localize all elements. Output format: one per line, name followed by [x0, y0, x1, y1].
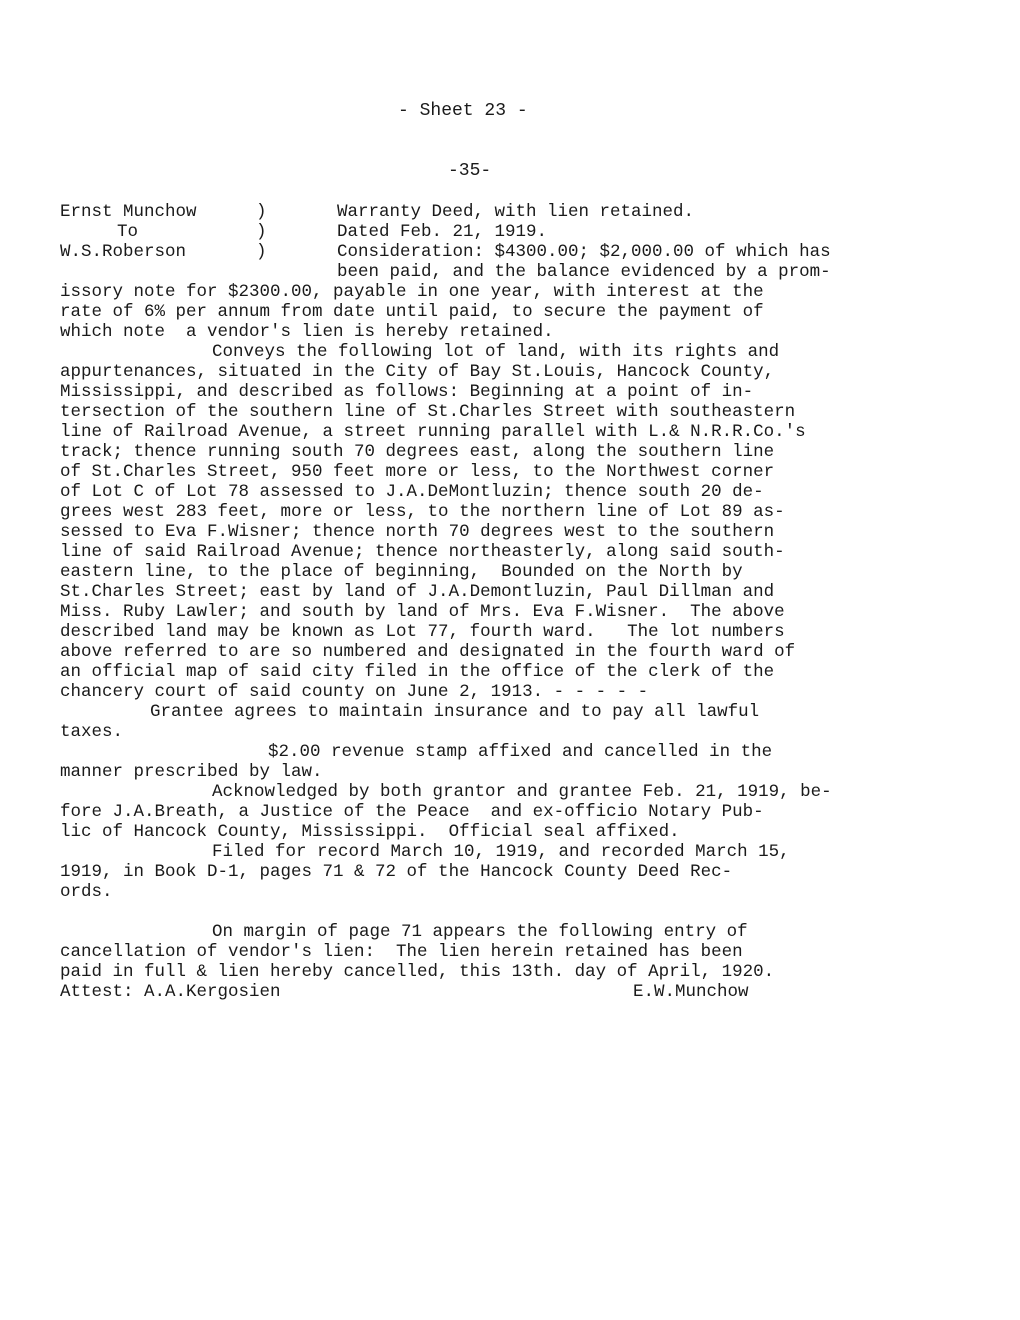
deed-line: $2.00 revenue stamp affixed and cancelled in the	[268, 742, 773, 762]
deed-line: line of said Railroad Avenue; thence northeasterly, along said south-	[60, 542, 785, 562]
grantor-name: Ernst Munchow	[60, 202, 197, 222]
deed-line: of Lot C of Lot 78 assessed to J.A.DeMontluzin; thence south 20 de-	[60, 482, 764, 502]
deed-line: tersection of the southern line of St.Charles Street with southeastern	[60, 402, 796, 422]
deed-line: above referred to are so numbered and designated in the fourth ward of	[60, 642, 796, 662]
deed-line: St.Charles Street; east by land of J.A.Demontluzin, Paul Dillman and	[60, 582, 775, 602]
deed-line: Consideration: $4300.00; $2,000.00 of which has	[337, 242, 831, 262]
attest-line: Attest: A.A.Kergosien	[60, 982, 281, 1002]
deed-line: ords.	[60, 882, 113, 902]
deed-line: 1919, in Book D-1, pages 71 & 72 of the Hancock County Deed Rec-	[60, 862, 733, 882]
deed-line: manner prescribed by law.	[60, 762, 323, 782]
deed-line: Dated Feb. 21, 1919.	[337, 222, 548, 242]
deed-line: Filed for record March 10, 1919, and recorded March 15,	[212, 842, 790, 862]
deed-line: chancery court of said county on June 2, 1913. - - - - -	[60, 682, 649, 702]
deed-line: of St.Charles Street, 950 feet more or less, to the Northwest corner	[60, 462, 775, 482]
deed-line: which note a vendor's lien is hereby retained.	[60, 322, 554, 342]
margin-note-line: cancellation of vendor's lien: The lien herein retained has been	[60, 942, 743, 962]
margin-note-line: paid in full & lien hereby cancelled, this 13th. day of April, 1920.	[60, 962, 775, 982]
sheet-heading: - Sheet 23 -	[398, 101, 528, 121]
signature: E.W.Munchow	[633, 982, 749, 1002]
deed-line: been paid, and the balance evidenced by a prom-	[337, 262, 831, 282]
deed-line: line of Railroad Avenue, a street running parallel with L.& N.R.R.Co.'s	[60, 422, 806, 442]
page-number: -35-	[448, 161, 492, 181]
to-label: To	[117, 222, 139, 242]
deed-line: issory note for $2300.00, payable in one year, with interest at the	[60, 282, 764, 302]
deed-line: taxes.	[60, 722, 124, 742]
deed-line: lic of Hancock County, Mississippi. Official seal affixed.	[60, 822, 680, 842]
deed-line: Mississippi, and described as follows: Beginning at a point of in-	[60, 382, 754, 402]
deed-line: grees west 283 feet, more or less, to the northern line of Lot 89 as-	[60, 502, 785, 522]
grantee-name: W.S.Roberson	[60, 242, 187, 262]
parties-bracket: )	[256, 222, 267, 242]
deed-line: Acknowledged by both grantor and grantee Feb. 21, 1919, be-	[212, 782, 832, 802]
deed-line: sessed to Eva F.Wisner; thence north 70 degrees west to the southern	[60, 522, 775, 542]
deed-line: rate of 6% per annum from date until paid, to secure the payment of	[60, 302, 764, 322]
deed-line: appurtenances, situated in the City of Bay St.Louis, Hancock County,	[60, 362, 775, 382]
deed-line: an official map of said city filed in the office of the clerk of the	[60, 662, 775, 682]
deed-line: Grantee agrees to maintain insurance and to pay all lawful	[150, 702, 760, 722]
deed-line: Warranty Deed, with lien retained.	[337, 202, 695, 222]
deed-line: eastern line, to the place of beginning, Bounded on the North by	[60, 562, 743, 582]
deed-line: described land may be known as Lot 77, fourth ward. The lot numbers	[60, 622, 785, 642]
deed-line: fore J.A.Breath, a Justice of the Peace and ex-officio Notary Pub-	[60, 802, 764, 822]
parties-bracket: )	[256, 242, 267, 262]
deed-line: Miss. Ruby Lawler; and south by land of Mrs. Eva F.Wisner. The above	[60, 602, 785, 622]
parties-bracket: )	[256, 202, 267, 222]
margin-note-line: On margin of page 71 appears the following entry of	[212, 922, 748, 942]
deed-line: Conveys the following lot of land, with its rights and	[212, 342, 780, 362]
deed-line: track; thence running south 70 degrees east, along the southern line	[60, 442, 775, 462]
